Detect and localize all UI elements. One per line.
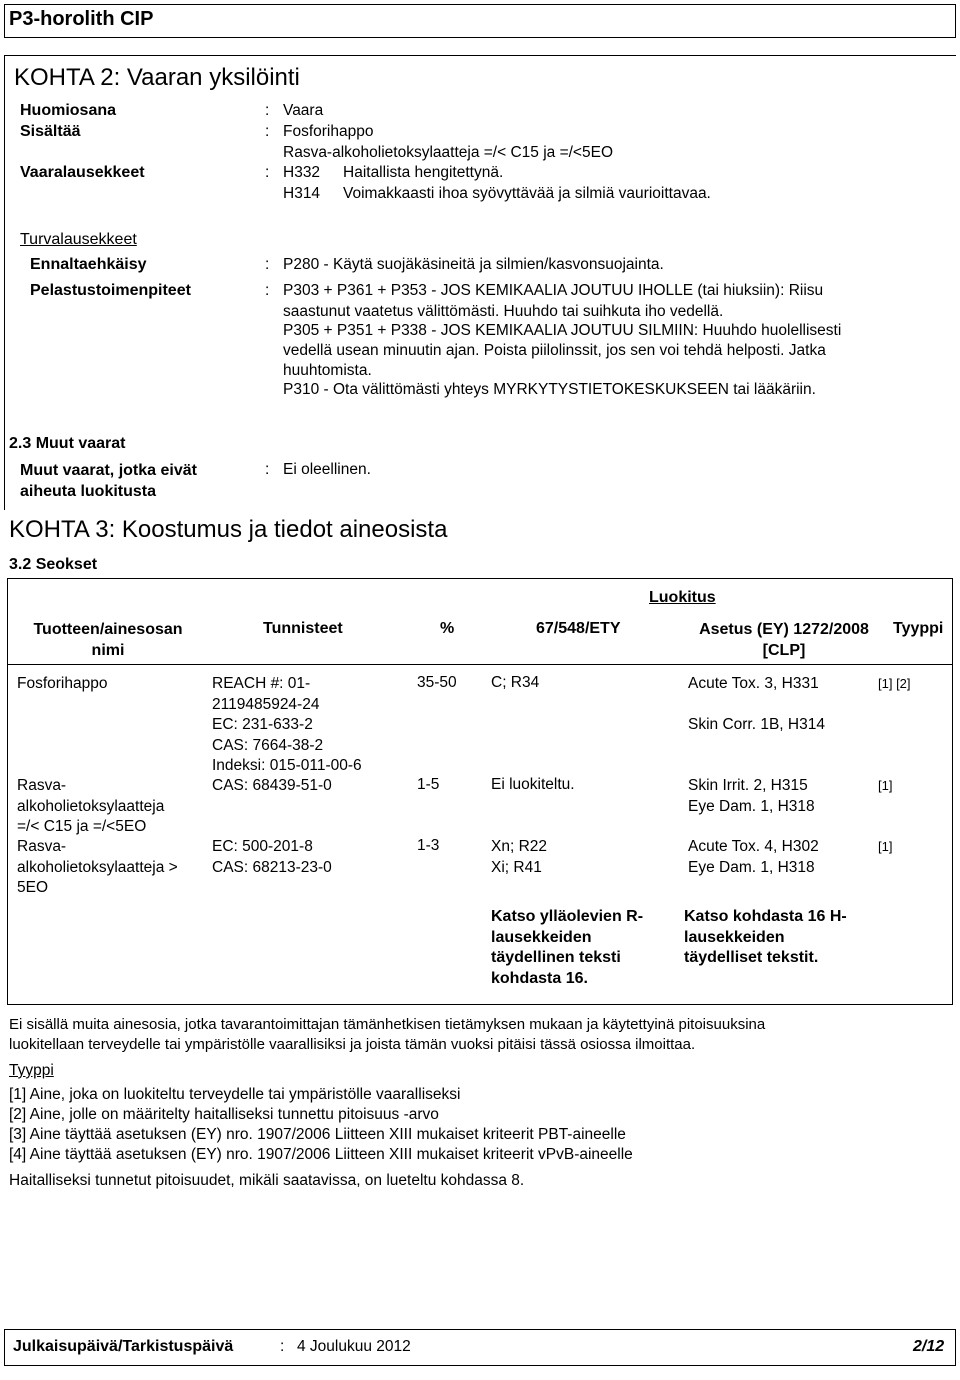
product-title: P3-horolith CIP [9,8,154,30]
colon: : [265,102,270,119]
h332-code: H332 [283,164,321,181]
section2-left-rule [4,55,5,510]
response-line-6: P310 - Ota välittömästi yhteys MYRKYTYSTIETOKESKUKSEEN tai lääkäriin. [283,381,816,398]
table-row-3-clp: Acute Tox. 4, H302 Eye Dam. 1, H318 [688,838,819,876]
precautionary-heading: Turvalausekkeet [20,231,137,248]
table-row-2-percent: 1-5 [417,776,440,793]
prevention-text: P280 - Käytä suojäkäsineitä ja silmien/kasvonsuojainta. [283,256,664,273]
col-header-type: Tyyppi [893,620,944,637]
mixtures-subheading: 3.2 Seokset [9,556,98,573]
col-header-clp: Asetus (EY) 1272/2008 [CLP] [699,621,869,659]
col-header-dsd: 67/548/ETY [536,620,621,637]
type-legend-1: [1] Aine, joka on luokiteltu terveydelle tai ympäristölle vaaralliseksi [9,1086,461,1103]
table-row-1-percent: 35-50 [417,674,457,691]
table-row-3-identifiers: EC: 500-201-8 CAS: 68213-23-0 [212,838,332,876]
issue-date-value: 4 Joulukuu 2012 [297,1338,411,1355]
col-header-percent: % [440,620,455,637]
table-row-3-percent: 1-3 [417,837,440,854]
response-line-3: P305 + P351 + P338 - JOS KEMIKAALIA JOUTUU SILMIIN: Huuhdo huolellisesti [283,322,842,339]
response-line-1: P303 + P361 + P353 - JOS KEMIKAALIA JOUTUU IHOLLE (tai hiuksiin): Riisu [283,282,824,299]
type-legend-2: [2] Aine, jolle on määritelty haitalliseksi tunnettu pitoisuus -arvo [9,1106,439,1123]
type-legend-3: [3] Aine täyttää asetuksen (EY) nro. 1907/2006 Liitteen XIII mukaiset kriteerit PBT-aineelle [9,1126,626,1143]
prevention-label: Ennaltaehkäisy [30,256,147,273]
table-row-1-type: [1] [2] [878,676,911,691]
contains-value-2: Rasva-alkoholietoksylaatteja =/< C15 ja =/<5EO [283,144,613,161]
disclaimer-line-2: luokitellaan terveydelle tai ympäristölle vaarallisiksi ja joista tämän vuoksi pitäisi tässä osiossa ilmoittaa. [9,1036,696,1053]
section3-heading: KOHTA 3: Koostumus ja tiedot aineosista [9,516,448,543]
other-hazards-label: Muut vaarat, jotka eivät aiheuta luokitusta [20,462,197,500]
colon: : [265,282,270,299]
table-row-3-type: [1] [878,839,893,854]
colon: : [280,1338,285,1355]
section2-heading: KOHTA 2: Vaaran yksilöinti [14,64,300,91]
colon: : [265,164,270,181]
section2-top-rule [4,55,956,56]
table-row-1-dsd: C; R34 [491,674,540,691]
classification-group-header: Luokitus [649,589,716,606]
col-header-identifiers: Tunnisteet [263,620,343,637]
type-legend-heading: Tyyppi [9,1062,54,1079]
table-row-1-clp: Acute Tox. 3, H331 Skin Corr. 1B, H314 [688,675,825,733]
table-header-rule [7,664,953,665]
table-row-3-dsd: Xn; R22 Xi; R41 [491,838,548,876]
clp-full-text-note: Katso kohdasta 16 H- lausekkeiden täydelliset tekstit. [684,908,847,966]
table-row-3-name: Rasva- alkoholietoksylaatteja > 5EO [17,838,178,896]
other-hazards-heading: 2.3 Muut vaarat [9,435,126,452]
response-line-2: saastunut vaatetus välittömästi. Huuhdo tai suihkuta iho vedellä. [283,303,724,320]
other-hazards-value: Ei oleellinen. [283,461,371,478]
exposure-limits-note: Haitalliseksi tunnetut pitoisuudet, mikäli saatavissa, on lueteltu kohdassa 8. [9,1172,525,1189]
table-row-1-identifiers: REACH #: 01- 2119485924-24 EC: 231-633-2 CAS: 7664-38-2 Indeksi: 015-011-00-6 [212,675,362,774]
table-row-2-dsd: Ei luokiteltu. [491,776,575,793]
table-row-2-identifiers: CAS: 68439-51-0 [212,777,332,794]
table-row-2-type: [1] [878,778,893,793]
signal-word-value: Vaara [283,102,324,119]
table-row-2-clp: Skin Irrit. 2, H315 Eye Dam. 1, H318 [688,777,815,815]
signal-word-label: Huomiosana [20,102,117,119]
contains-value-1: Fosforihappo [283,123,374,140]
col-header-name: Tuotteen/ainesosan nimi [33,621,183,659]
colon: : [265,256,270,273]
contains-label: Sisältää [20,123,81,140]
h314-text: Voimakkaasti ihoa syövyttävää ja silmiä vaurioittavaa. [343,185,711,202]
h332-text: Haitallista hengitettynä. [343,164,504,181]
response-line-5: huuhtomista. [283,362,372,379]
table-row-2-name: Rasva- alkoholietoksylaatteja =/< C15 ja =/<5EO [17,777,165,835]
hazard-statements-label: Vaaralausekkeet [20,164,145,181]
response-label: Pelastustoimenpiteet [30,282,191,299]
colon: : [265,123,270,140]
disclaimer-line-1: Ei sisällä muita ainesosia, jotka tavarantoimittajan tämänhetkisen tietämyksen mukaan ja käytettyinä pitoisuuksina [9,1016,766,1033]
response-line-4: vedellä usean minuutin ajan. Poista piilolinssit, jos sen voi tehdä helposti. Jatka [283,342,826,359]
issue-date-label: Julkaisupäivä/Tarkistuspäivä [13,1338,234,1355]
dsd-full-text-note: Katso ylläolevien R- lausekkeiden täydellinen teksti kohdasta 16. [491,908,644,987]
type-legend-4: [4] Aine täyttää asetuksen (EY) nro. 1907/2006 Liitteen XIII mukaiset kriteerit vPvB-aineelle [9,1146,633,1163]
h314-code: H314 [283,185,321,202]
colon: : [265,461,270,478]
table-row-1-name: Fosforihappo [17,675,108,692]
page-number: 2/12 [913,1338,945,1355]
